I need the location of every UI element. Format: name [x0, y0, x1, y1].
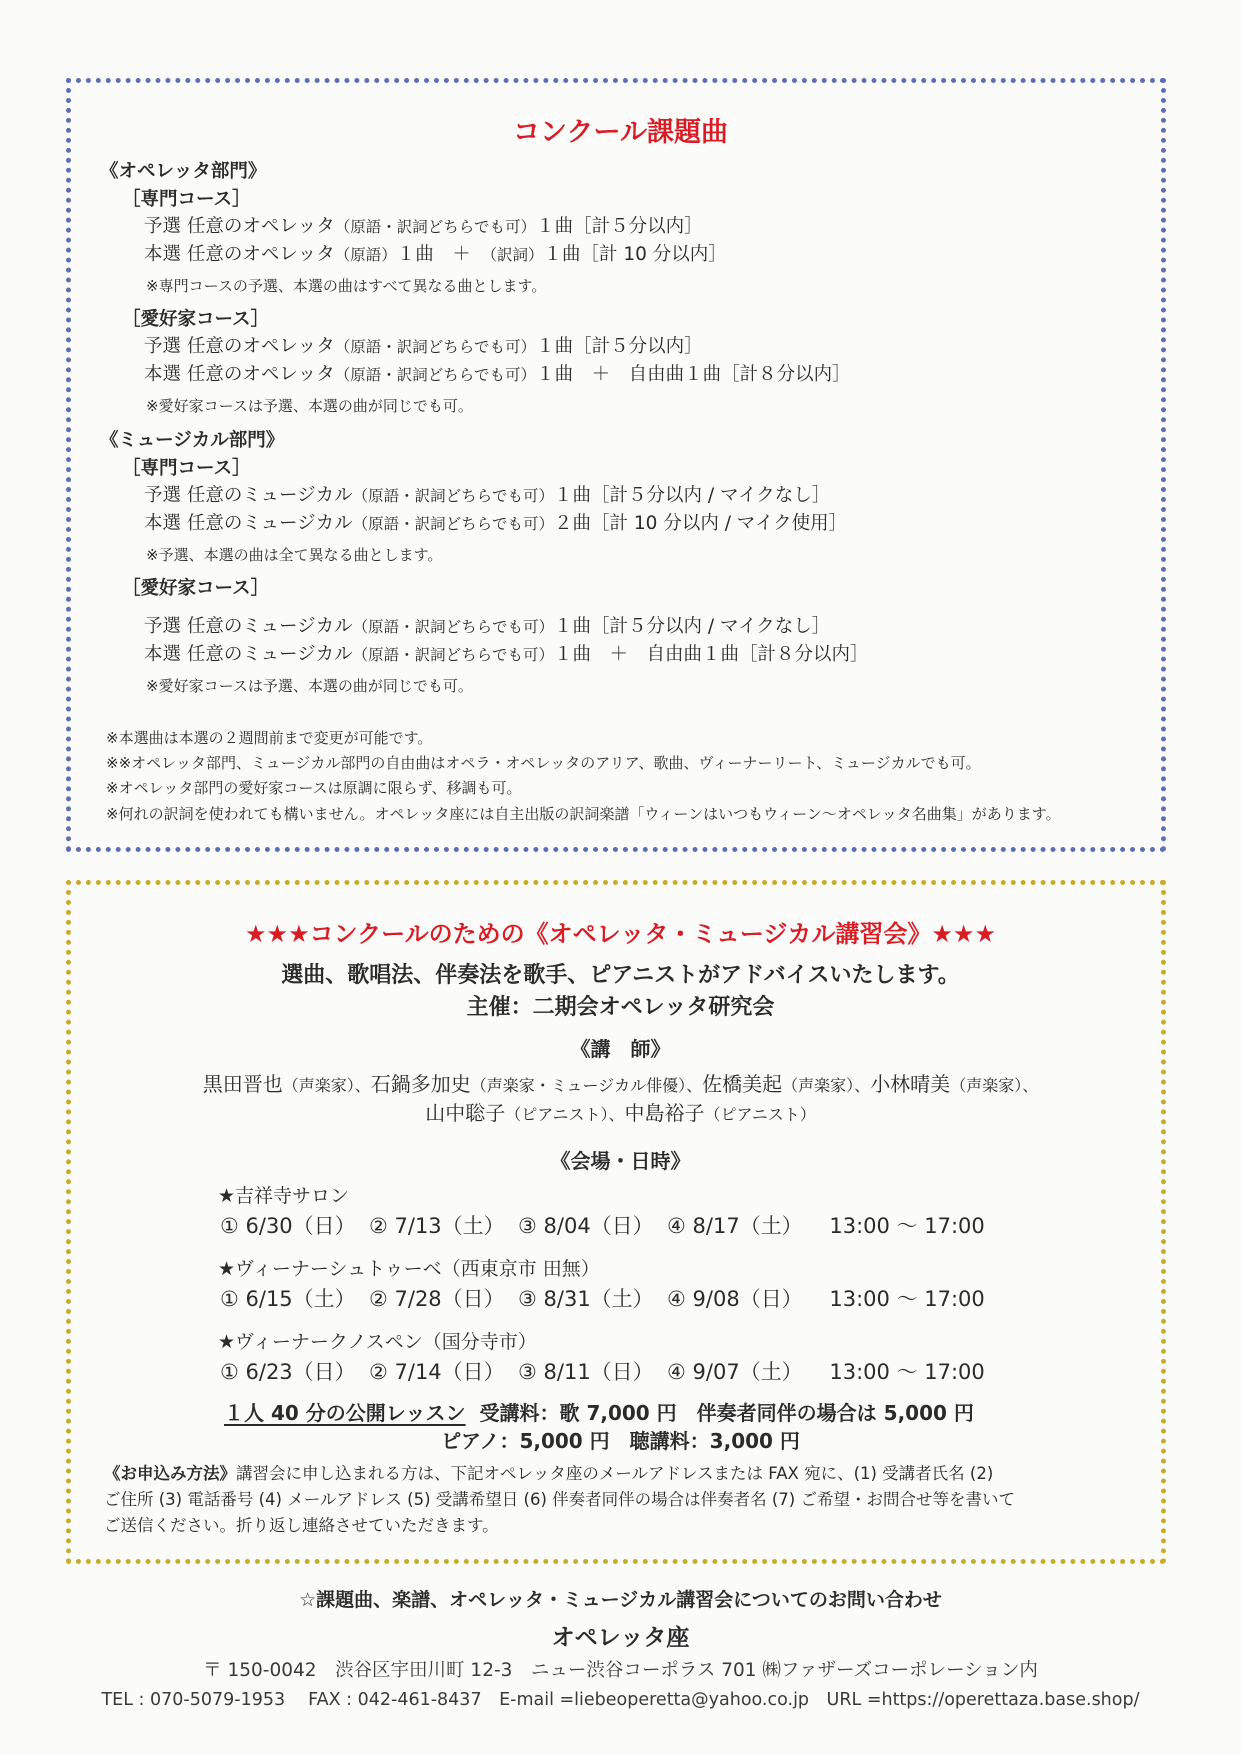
contact-heading: ☆課題曲、楽譜、オペレッタ・ミュージカル講習会についてのお問い合わせ [299, 1589, 942, 1611]
footnote: ※※オペレッタ部門、ミュージカル部門の自由曲はオペラ・オペレッタのアリア、歌曲、ヴィーナーリート、ミュージカルでも可。 [106, 754, 981, 772]
instructors-heading: 《講 師》 [570, 1037, 671, 1061]
musical-division-heading: 《ミュージカル部門》 [100, 430, 285, 451]
musical-amateur-heading: ［愛好家コース］ [122, 578, 270, 599]
musical-pro-final: 本選 任意のミュージカル（原語・訳詞どちらでも可）２曲［計 10 分以内 / マイク使用］ [144, 513, 848, 534]
contact-details: TEL : 070-5079-1953 FAX : 042-461-8437 E-mail =liebeoperetta@yahoo.co.jp URL =https://operettaza.base.shop/ [101, 1690, 1140, 1710]
venue-heading: 《会場・日時》 [550, 1149, 691, 1173]
organization-name: オペレッタ座 [551, 1625, 690, 1651]
operetta-division-heading: 《オペレッタ部門》 [100, 161, 267, 182]
operetta-amateur-prelim: 予選 任意のオペレッタ（原語・訳詞どちらでも可）１曲［計５分以内］ [144, 336, 703, 357]
seminar-organizer: 主催：二期会オペレッタ研究会 [466, 995, 775, 1020]
musical-pro-note: ※予選、本選の曲は全て異なる曲とします。 [146, 546, 443, 564]
operetta-pro-final: 本選 任意のオペレッタ（原語）１曲 ＋ （訳詞）１曲［計 10 分以内］ [144, 244, 727, 265]
venue-name: ★ヴィーナーシュトゥーベ（西東京市 田無） [218, 1258, 600, 1280]
operetta-amateur-final: 本選 任意のオペレッタ（原語・訳詞どちらでも可）１曲 ＋ 自由曲１曲［計８分以内］ [144, 364, 851, 385]
seminar-subtitle: 選曲、歌唱法、伴奏法を歌手、ピアニストがアドバイスいたします。 [281, 963, 960, 988]
apply-line-3: ご送信ください。折り返し連絡させていただきます。 [104, 1516, 499, 1535]
apply-line-2: ご住所 (3) 電話番号 (4) メールアドレス (5) 受講希望日 (6) 伴奏者同伴の場合は伴奏者名 (7) ご希望・お問合せ等を書いて [104, 1490, 1015, 1509]
venue-dates: ① 6/15（土） ② 7/28（日） ③ 8/31（土） ④ 9/08（日） 13:00 〜 17:00 [220, 1287, 985, 1311]
musical-amateur-note: ※愛好家コースは予選、本選の曲が同じでも可。 [146, 677, 473, 695]
musical-pro-prelim: 予選 任意のミュージカル（原語・訳詞どちらでも可）１曲［計５分以内 / マイクなし］ [144, 485, 831, 506]
musical-amateur-prelim: 予選 任意のミュージカル（原語・訳詞どちらでも可）１曲［計５分以内 / マイクなし］ [144, 616, 831, 637]
fees-line-2: ピアノ：5,000 円 聴講料：3,000 円 [441, 1429, 800, 1453]
musical-pro-heading: ［専門コース］ [122, 458, 251, 479]
address: 〒 150-0042 渋谷区宇田川町 12-3 ニュー渋谷コーポラス 701 ㈱ファザーズコーポレーション内 [203, 1660, 1038, 1681]
fees-line-1 [224, 1397, 974, 1426]
venue-dates: ① 6/23（日） ② 7/14（日） ③ 8/11（日） ④ 9/07（土） 13:00 〜 17:00 [220, 1360, 985, 1384]
seminar-title: ★★★コンクールのための《オペレッタ・ミュージカル講習会》★★★ [245, 920, 996, 948]
public-lesson-label: １人 40 分の公開レッスン [224, 1401, 466, 1425]
venue-name: ★ヴィーナークノスペン（国分寺市） [218, 1331, 537, 1353]
operetta-amateur-heading: ［愛好家コース］ [122, 309, 270, 330]
operetta-pro-prelim: 予選 任意のオペレッタ（原語・訳詞どちらでも可）１曲［計５分以内］ [144, 216, 703, 237]
apply-line-1: 《お申込み方法》講習会に申し込まれる方は、下記オペレッタ座のメールアドレスまたは FAX 宛に、(1) 受講者氏名 (2) [104, 1464, 994, 1483]
instructors-line-1: 黒田晋也（声楽家）、石鍋多加史（声楽家・ミュージカル俳優）、佐橋美起（声楽家）、小林晴美（声楽家）、 [202, 1072, 1039, 1096]
operetta-pro-note: ※専門コースの予選、本選の曲はすべて異なる曲とします。 [146, 277, 547, 295]
fee-info: 受講料：歌 7,000 円 伴奏者同伴の場合は 5,000 円 [479, 1401, 974, 1425]
musical-amateur-final: 本選 任意のミュージカル（原語・訳詞どちらでも可）１曲 ＋ 自由曲１曲［計８分以内］ [144, 644, 869, 665]
venue-dates: ① 6/30（日） ② 7/13（土） ③ 8/04（日） ④ 8/17（土） 13:00 〜 17:00 [220, 1214, 985, 1238]
apply-label: 《お申込み方法》 [104, 1464, 236, 1483]
operetta-pro-heading: ［専門コース］ [122, 189, 251, 210]
footnote: ※何れの訳詞を使われても構いません。オペレッタ座には自主出版の訳詞楽譜「ウィーンはいつもウィーン〜オペレッタ名曲集」があります。 [106, 805, 1061, 823]
operetta-amateur-note: ※愛好家コースは予選、本選の曲が同じでも可。 [146, 397, 473, 415]
footnote: ※本選曲は本選の２週間前まで変更が可能です。 [106, 729, 433, 747]
venue-name: ★吉祥寺サロン [218, 1185, 350, 1207]
instructors-line-2: 山中聡子（ピアニスト）、中島裕子（ピアニスト） [425, 1101, 816, 1125]
footnote: ※オペレッタ部門の愛好家コースは原調に限らず、移調も可。 [106, 779, 522, 797]
contest-title: コンクール課題曲 [513, 117, 728, 148]
